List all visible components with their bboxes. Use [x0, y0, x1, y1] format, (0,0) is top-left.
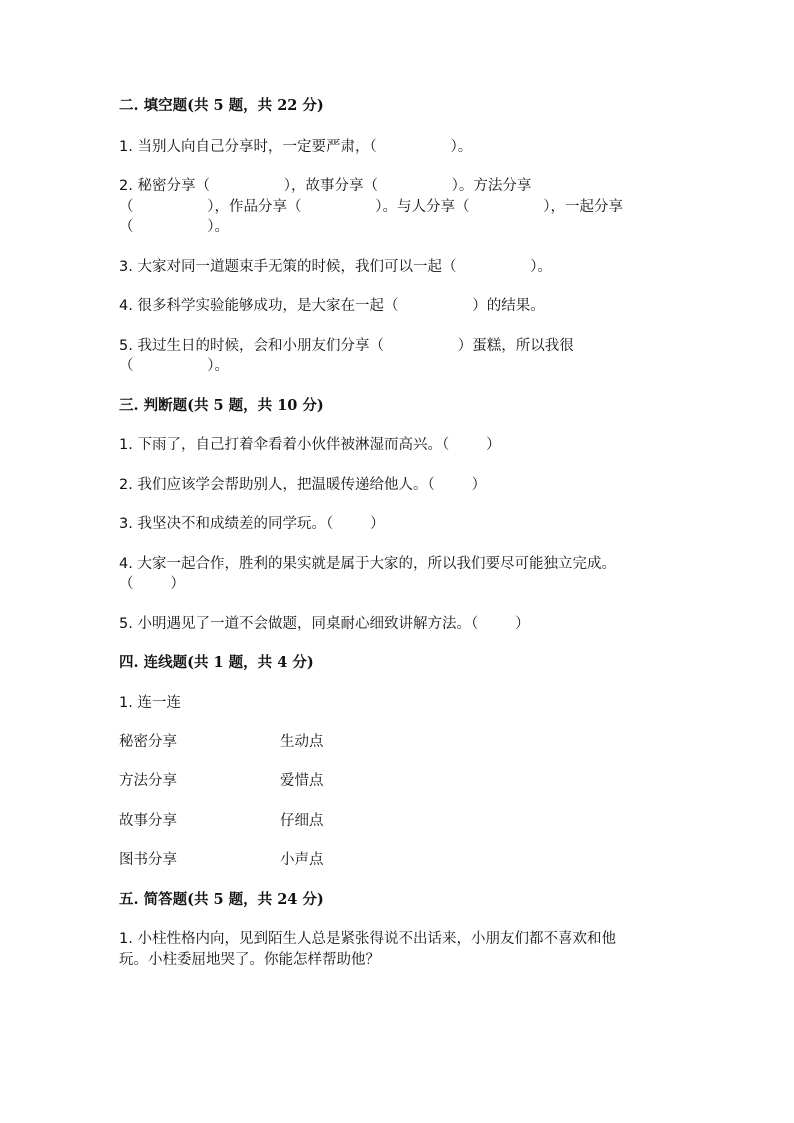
match-right-item: 生动点: [280, 734, 324, 750]
question-text: 玩。小柱委屈地哭了。你能怎样帮助他？: [119, 952, 380, 968]
question-text: 2. 我们应该学会帮助别人，把温暖传递给他人。（ ）: [119, 477, 487, 493]
question-text: 1. 下雨了，自己打着伞看着小伙伴被淋湿而高兴。（ ）: [119, 437, 501, 453]
question-text: （ ）。: [119, 219, 229, 235]
question-text: 1. 连一连: [119, 695, 181, 711]
match-right-item: 爱惜点: [280, 773, 324, 789]
question-text: 3. 我坚决不和成绩差的同学玩。（ ）: [119, 516, 385, 532]
question-text: 4. 很多科学实验能够成功，是大家在一起（ ）的结果。: [119, 298, 545, 314]
match-left-item: 故事分享: [119, 813, 177, 829]
question-text: 5. 小明遇见了一道不会做题，同桌耐心细致讲解方法。（ ）: [119, 616, 530, 632]
section-title-true-false: 三. 判断题(共 5 题，共 10 分): [119, 397, 324, 414]
question-text: 3. 大家对同一道题束手无策的时候，我们可以一起（ ）。: [119, 259, 552, 275]
match-left-item: 图书分享: [119, 852, 177, 868]
question-text: 2. 秘密分享（ ），故事分享（ ）。方法分享: [119, 178, 532, 194]
question-text: 5. 我过生日的时候，会和小朋友们分享（ ）蛋糕，所以我很: [119, 338, 574, 354]
question-text: （ ）: [119, 576, 185, 592]
match-left-item: 方法分享: [119, 773, 177, 789]
section-title-fill-blank: 二. 填空题(共 5 题，共 22 分): [119, 97, 324, 114]
match-right-item: 小声点: [280, 852, 324, 868]
question-text: 4. 大家一起合作，胜利的果实就是属于大家的，所以我们要尽可能独立完成。: [119, 556, 616, 572]
question-text: 1. 当别人向自己分享时，一定要严肃，（ ）。: [119, 139, 473, 155]
question-text: （ ），作品分享（ ）。与人分享（ ），一起分享: [119, 199, 623, 215]
section-title-short-answer: 五. 简答题(共 5 题，共 24 分): [119, 891, 324, 908]
section-title-matching: 四. 连线题(共 1 题，共 4 分): [119, 654, 314, 671]
question-text: 1. 小柱性格内向，见到陌生人总是紧张得说不出话来，小朋友们都不喜欢和他: [119, 931, 616, 947]
question-text: （ ）。: [119, 358, 229, 374]
match-left-item: 秘密分享: [119, 734, 177, 750]
match-right-item: 仔细点: [280, 813, 324, 829]
